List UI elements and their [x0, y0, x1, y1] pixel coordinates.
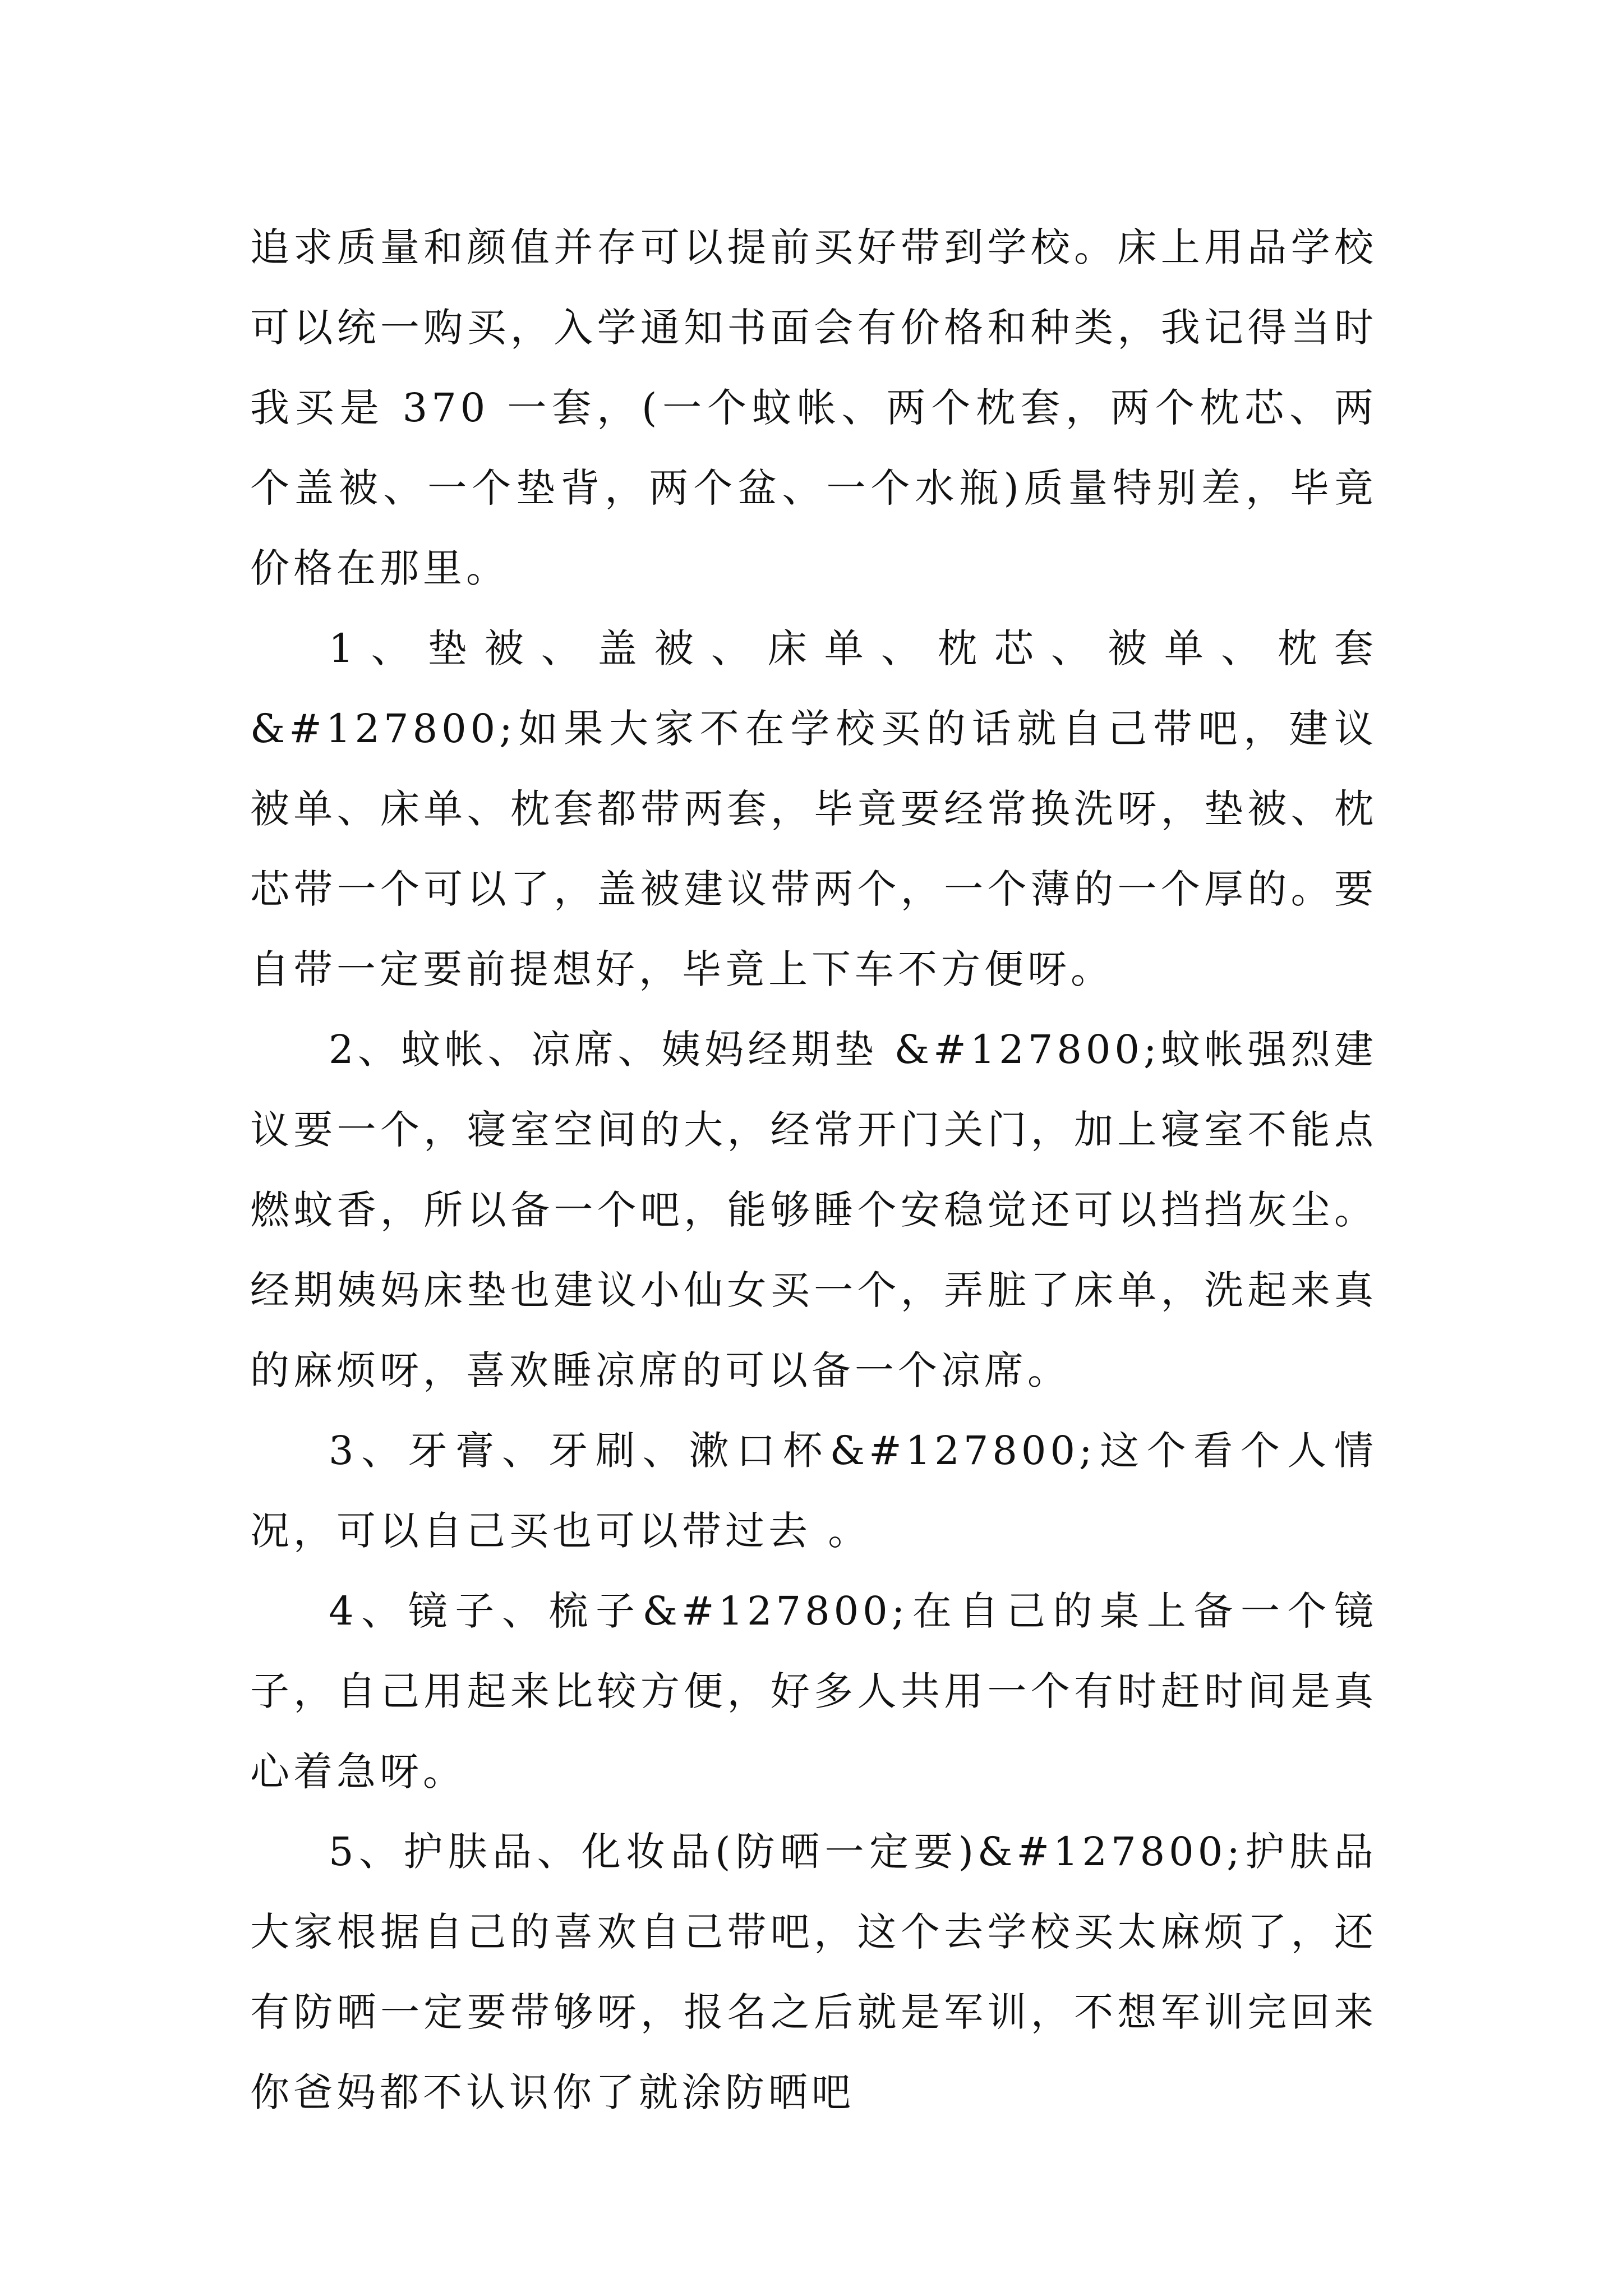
paragraph-item-5: 5、护肤品、化妆品(防晒一定要)&#127800;护肤品大家根据自己的喜欢自己带吧，这个去学校买太麻烦了，还有防晒一定要带够呀，报名之后就是军训，不想军训完回来你爸妈都不认识你了就涂防晒吧: [250, 1829, 1377, 2115]
paragraph-item-1: 1、垫被、盖被、床单、枕芯、被单、枕套&#127800;如果大家不在学校买的话就自己带吧，建议被单、床单、枕套都带两套，毕竟要经常换洗呀，垫被、枕芯带一个可以了，盖被建议带两个，一个薄的一个厚的。要自带一定要前提想好，毕竟上下车不方便呀。: [250, 625, 1377, 992]
document-body: [250, 208, 1377, 2133]
paragraph-item-4: 4、镜子、梳子&#127800;在自己的桌上备一个镜子，自己用起来比较方便，好多人共用一个有时赶时间是真心着急呀。: [250, 1588, 1377, 1795]
paragraph-intro: 追求质量和颜值并存可以提前买好带到学校。床上用品学校可以统一购买，入学通知书面会有价格和种类，我记得当时我买是 370 一套，(一个蚊帐、两个枕套，两个枕芯、两个盖被、一个垫背，两个盆、一个水瓶)质量特别差，毕竟价格在那里。: [250, 224, 1377, 591]
paragraph-item-3: 3、牙膏、牙刷、漱口杯&#127800;这个看个人情况，可以自己买也可以带过去 。: [250, 1428, 1377, 1554]
paragraph-item-2: 2、蚊帐、凉席、姨妈经期垫 &#127800;蚊帐强烈建议要一个，寝室空间的大，经常开门关门，加上寝室不能点燃蚊香，所以备一个吧，能够睡个安稳觉还可以挡挡灰尘。经期姨妈床垫也建议小仙女买一个，弄脏了床单，洗起来真的麻烦呀，喜欢睡凉席的可以备一个凉席。: [250, 1027, 1377, 1393]
